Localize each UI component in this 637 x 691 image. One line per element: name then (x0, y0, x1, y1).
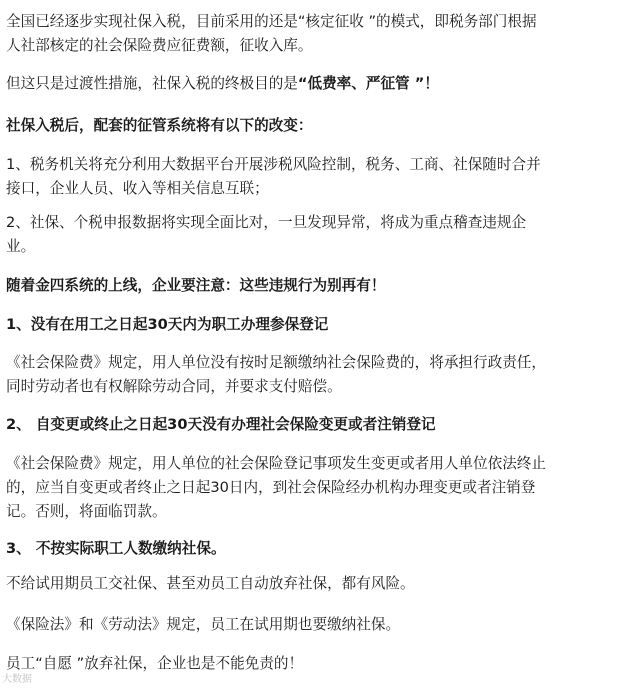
text-line: 《社会保险费》规定，用人单位的社会保险登记事项发生变更或者用人单位依法终止 (6, 455, 546, 472)
text-line: 全国已经逐步实现社保入税，目前采用的还是“核定征收 ”的模式，即税务部门根据 (6, 13, 537, 30)
paragraph-violation-1 (6, 351, 628, 399)
text-line: 接口，企业人员、收入等相关信息互联； (6, 180, 269, 197)
subheading-violation-3 (6, 537, 628, 561)
emphasis-text: “低费率、严征管 ”！ (297, 75, 439, 92)
text-line: 1、税务机关将充分利用大数据平台开展涉税风险控制，税务、工商、社保随时合并 (6, 156, 541, 173)
list-item-change-2 (6, 211, 628, 259)
paragraph-transition (6, 72, 628, 96)
section-heading-warnings (6, 274, 628, 298)
list-item-change-1 (6, 153, 628, 201)
text-line: 《保险法》和《劳动法》规定，员工在试用期也要缴纳社保。 (6, 616, 401, 633)
watermark-text: 大数据 (2, 674, 32, 685)
heading-text: 3、 不按实际职工人数缴纳社保。 (6, 540, 226, 557)
heading-text: 社保入税后，配套的征管系统将有以下的改变： (6, 117, 313, 134)
text-line: 员工“自愿 ”放弃社保，企业也是不能免责的！ (6, 655, 304, 672)
heading-text: 2、 自变更或终止之日起30天没有办理社会保险变更或者注销登记 (6, 416, 436, 433)
paragraph-probation-risk (6, 572, 628, 596)
text-line: 业。 (6, 238, 36, 255)
text-line: 不给试用期员工交社保、甚至劝员工自动放弃社保，都有风险。 (6, 575, 415, 592)
text-line: 《社会保险费》规定，用人单位没有按时足额缴纳社会保险费的，将承担行政责任， (6, 354, 546, 371)
subheading-violation-1 (6, 313, 628, 337)
heading-text: 1、没有在用工之日起30天内为职工办理参保登记 (6, 316, 329, 333)
section-heading-changes (6, 114, 628, 138)
text-line: 的，应当自变更或者终止之日起30日内，到社会保险经办机构办理变更或者注销登 (6, 479, 536, 496)
paragraph-conclusion (6, 652, 628, 676)
text-line: 同时劳动者也有权解除劳动合同，并要求支付赔偿。 (6, 378, 342, 395)
watermark (2, 673, 32, 687)
text-line: 但这只是过渡性措施，社保入税的终极目的是“低费率、严征管 ”！ (6, 75, 439, 92)
text-line: 人社部核定的社会保险费应征费额，征收入库。 (6, 37, 313, 54)
text-line: 2、社保、个税申报数据将实现全面比对，一旦发现异常，将成为重点稽查违规企 (6, 214, 527, 231)
paragraph-violation-2 (6, 452, 628, 524)
heading-text: 随着金四系统的上线，企业要注意：这些违规行为别再有！ (6, 277, 386, 294)
text-line: 记。否则，将面临罚款。 (6, 503, 167, 520)
subheading-violation-2 (6, 413, 628, 437)
paragraph-law-reference (6, 613, 628, 637)
paragraph-intro (6, 10, 628, 58)
